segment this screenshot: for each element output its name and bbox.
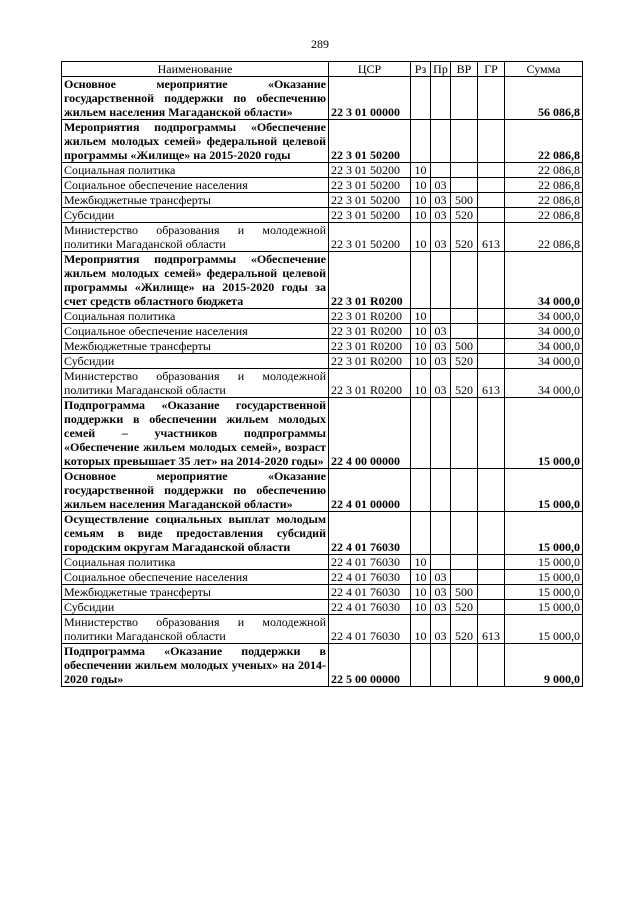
cell-name: Основное мероприятие «Оказание государственной поддержки по обеспечению жильем населения Магаданской области» [62,469,329,512]
cell-sum: 15 000,0 [505,570,583,585]
cell-gr [478,324,505,339]
cell-name: Министерство образования и молодежной политики Магаданской области [62,615,329,644]
table-row [62,585,583,600]
cell-sum: 15 000,0 [505,398,583,469]
table-row [62,208,583,223]
table-row [62,398,583,469]
cell-vr: 500 [451,585,478,600]
table-body [62,77,583,687]
cell-gr [478,193,505,208]
cell-sum: 9 000,0 [505,644,583,687]
cell-vr [451,644,478,687]
cell-pr: 03 [431,600,451,615]
cell-csr: 22 3 01 50200 [329,223,411,252]
cell-pr [431,644,451,687]
cell-rz [411,252,431,309]
cell-csr: 22 3 01 50200 [329,208,411,223]
cell-name: Социальное обеспечение населения [62,324,329,339]
header-pr: Пр [431,62,451,77]
cell-pr: 03 [431,585,451,600]
table-row [62,178,583,193]
header-sum: Сумма [505,62,583,77]
table-row [62,469,583,512]
cell-name: Субсидии [62,600,329,615]
cell-name: Социальное обеспечение населения [62,570,329,585]
page-number: 289 [311,37,329,51]
cell-gr [478,512,505,555]
cell-pr [431,309,451,324]
cell-csr: 22 4 01 76030 [329,555,411,570]
cell-sum: 22 086,8 [505,178,583,193]
cell-gr [478,77,505,120]
header-gr: ГР [478,62,505,77]
cell-vr [451,252,478,309]
cell-rz [411,398,431,469]
cell-name: Социальная политика [62,555,329,570]
cell-csr: 22 3 01 50200 [329,193,411,208]
cell-gr [478,398,505,469]
table-row [62,324,583,339]
cell-vr: 520 [451,208,478,223]
cell-rz: 10 [411,163,431,178]
cell-name: Министерство образования и молодежной политики Магаданской области [62,369,329,398]
cell-sum: 34 000,0 [505,309,583,324]
cell-pr [431,469,451,512]
cell-rz: 10 [411,354,431,369]
cell-csr: 22 3 01 R0200 [329,339,411,354]
cell-csr: 22 5 00 00000 [329,644,411,687]
cell-gr: 613 [478,223,505,252]
cell-name: Межбюджетные трансферты [62,339,329,354]
cell-csr: 22 4 01 76030 [329,585,411,600]
cell-sum: 34 000,0 [505,324,583,339]
table-row [62,615,583,644]
cell-name: Подпрограмма «Оказание поддержки в обеспечении жильем молодых ученых» на 2014-2020 годы» [62,644,329,687]
cell-pr [431,512,451,555]
cell-gr: 613 [478,369,505,398]
cell-csr: 22 3 01 R0200 [329,354,411,369]
cell-rz: 10 [411,178,431,193]
cell-vr [451,570,478,585]
cell-name: Социальная политика [62,309,329,324]
table-row [62,600,583,615]
table-row [62,309,583,324]
cell-pr: 03 [431,193,451,208]
cell-pr [431,398,451,469]
cell-pr: 03 [431,570,451,585]
cell-vr: 520 [451,354,478,369]
cell-rz: 10 [411,309,431,324]
cell-rz [411,644,431,687]
cell-gr [478,555,505,570]
cell-sum: 22 086,8 [505,193,583,208]
table-row [62,369,583,398]
cell-rz: 10 [411,369,431,398]
header-csr: ЦСР [329,62,411,77]
cell-gr [478,178,505,193]
cell-rz [411,77,431,120]
cell-sum: 22 086,8 [505,120,583,163]
cell-rz: 10 [411,324,431,339]
cell-sum: 15 000,0 [505,615,583,644]
cell-csr: 22 3 01 50200 [329,178,411,193]
cell-name: Мероприятия подпрограммы «Обеспечение жильем молодых семей» федеральной целевой программы «Жилище» на 2015-2020 годы за счет средств областного бюджета [62,252,329,309]
cell-csr: 22 3 01 50200 [329,163,411,178]
cell-rz: 10 [411,339,431,354]
cell-name: Социальная политика [62,163,329,178]
cell-gr [478,309,505,324]
cell-sum: 15 000,0 [505,512,583,555]
cell-gr [478,354,505,369]
cell-rz [411,512,431,555]
cell-vr: 520 [451,223,478,252]
cell-csr: 22 4 01 76030 [329,512,411,555]
cell-pr [431,120,451,163]
cell-pr: 03 [431,369,451,398]
cell-csr: 22 3 01 00000 [329,77,411,120]
budget-table [61,61,583,687]
cell-csr: 22 4 01 76030 [329,615,411,644]
header-name: Наименование [62,62,329,77]
cell-vr [451,120,478,163]
cell-rz [411,120,431,163]
cell-gr [478,163,505,178]
cell-sum: 34 000,0 [505,339,583,354]
cell-sum: 34 000,0 [505,369,583,398]
cell-vr [451,324,478,339]
table-row [62,512,583,555]
cell-gr [478,600,505,615]
cell-name: Основное мероприятие «Оказание государственной поддержки по обеспечению жильем населения Магаданской области» [62,77,329,120]
cell-csr: 22 3 01 R0200 [329,309,411,324]
cell-gr [478,585,505,600]
cell-csr: 22 4 01 76030 [329,570,411,585]
cell-name: Министерство образования и молодежной политики Магаданской области [62,223,329,252]
table-row [62,354,583,369]
cell-gr [478,469,505,512]
cell-sum: 15 000,0 [505,600,583,615]
cell-gr [478,339,505,354]
cell-name: Межбюджетные трансферты [62,585,329,600]
cell-rz: 10 [411,555,431,570]
cell-pr: 03 [431,339,451,354]
cell-pr [431,252,451,309]
table-row [62,252,583,309]
cell-pr [431,555,451,570]
cell-vr [451,163,478,178]
table-header-row [62,62,583,77]
cell-name: Осуществление социальных выплат молодым семьям в виде предоставления субсидий городским округам Магаданской области [62,512,329,555]
cell-vr [451,77,478,120]
cell-gr [478,208,505,223]
cell-pr [431,163,451,178]
cell-pr: 03 [431,354,451,369]
cell-rz: 10 [411,223,431,252]
cell-sum: 34 000,0 [505,252,583,309]
cell-vr [451,398,478,469]
cell-gr [478,570,505,585]
header-vr: ВР [451,62,478,77]
cell-sum: 22 086,8 [505,163,583,178]
cell-sum: 22 086,8 [505,223,583,252]
table-row [62,223,583,252]
cell-pr: 03 [431,208,451,223]
table-row [62,120,583,163]
cell-name: Межбюджетные трансферты [62,193,329,208]
cell-sum: 15 000,0 [505,585,583,600]
cell-rz: 10 [411,615,431,644]
cell-pr: 03 [431,223,451,252]
cell-csr: 22 4 01 76030 [329,600,411,615]
cell-name: Субсидии [62,354,329,369]
cell-pr [431,77,451,120]
cell-csr: 22 3 01 R0200 [329,369,411,398]
header-rz: Рз [411,62,431,77]
cell-gr [478,120,505,163]
cell-csr: 22 4 01 00000 [329,469,411,512]
cell-rz: 10 [411,570,431,585]
cell-sum: 56 086,8 [505,77,583,120]
cell-vr [451,178,478,193]
cell-pr: 03 [431,615,451,644]
cell-gr [478,644,505,687]
cell-sum: 34 000,0 [505,354,583,369]
table-row [62,555,583,570]
cell-name: Подпрограмма «Оказание государственной поддержки в обеспечении жильем молодых семей – участников подпрограммы «Обеспечение жильем молодых семей», возраст которых превышает 35 лет» на 2014-2020 годы» [62,398,329,469]
cell-vr [451,469,478,512]
cell-rz: 10 [411,193,431,208]
table-row [62,163,583,178]
cell-csr: 22 3 01 R0200 [329,324,411,339]
cell-sum: 22 086,8 [505,208,583,223]
table-row [62,193,583,208]
cell-name: Социальное обеспечение населения [62,178,329,193]
cell-pr: 03 [431,178,451,193]
cell-vr: 520 [451,615,478,644]
cell-pr: 03 [431,324,451,339]
table-row [62,570,583,585]
cell-csr: 22 4 00 00000 [329,398,411,469]
cell-gr [478,252,505,309]
cell-vr: 520 [451,369,478,398]
cell-rz: 10 [411,600,431,615]
cell-vr [451,309,478,324]
cell-vr: 520 [451,600,478,615]
cell-gr: 613 [478,615,505,644]
cell-csr: 22 3 01 50200 [329,120,411,163]
cell-vr [451,555,478,570]
cell-sum: 15 000,0 [505,555,583,570]
cell-name: Мероприятия подпрограммы «Обеспечение жильем молодых семей» федеральной целевой программы «Жилище» на 2015-2020 годы [62,120,329,163]
cell-sum: 15 000,0 [505,469,583,512]
cell-vr: 500 [451,339,478,354]
cell-vr: 500 [451,193,478,208]
cell-name: Субсидии [62,208,329,223]
cell-csr: 22 3 01 R0200 [329,252,411,309]
cell-rz: 10 [411,208,431,223]
table-row [62,77,583,120]
table-row [62,644,583,687]
cell-rz: 10 [411,585,431,600]
cell-vr [451,512,478,555]
cell-rz [411,469,431,512]
table-row [62,339,583,354]
